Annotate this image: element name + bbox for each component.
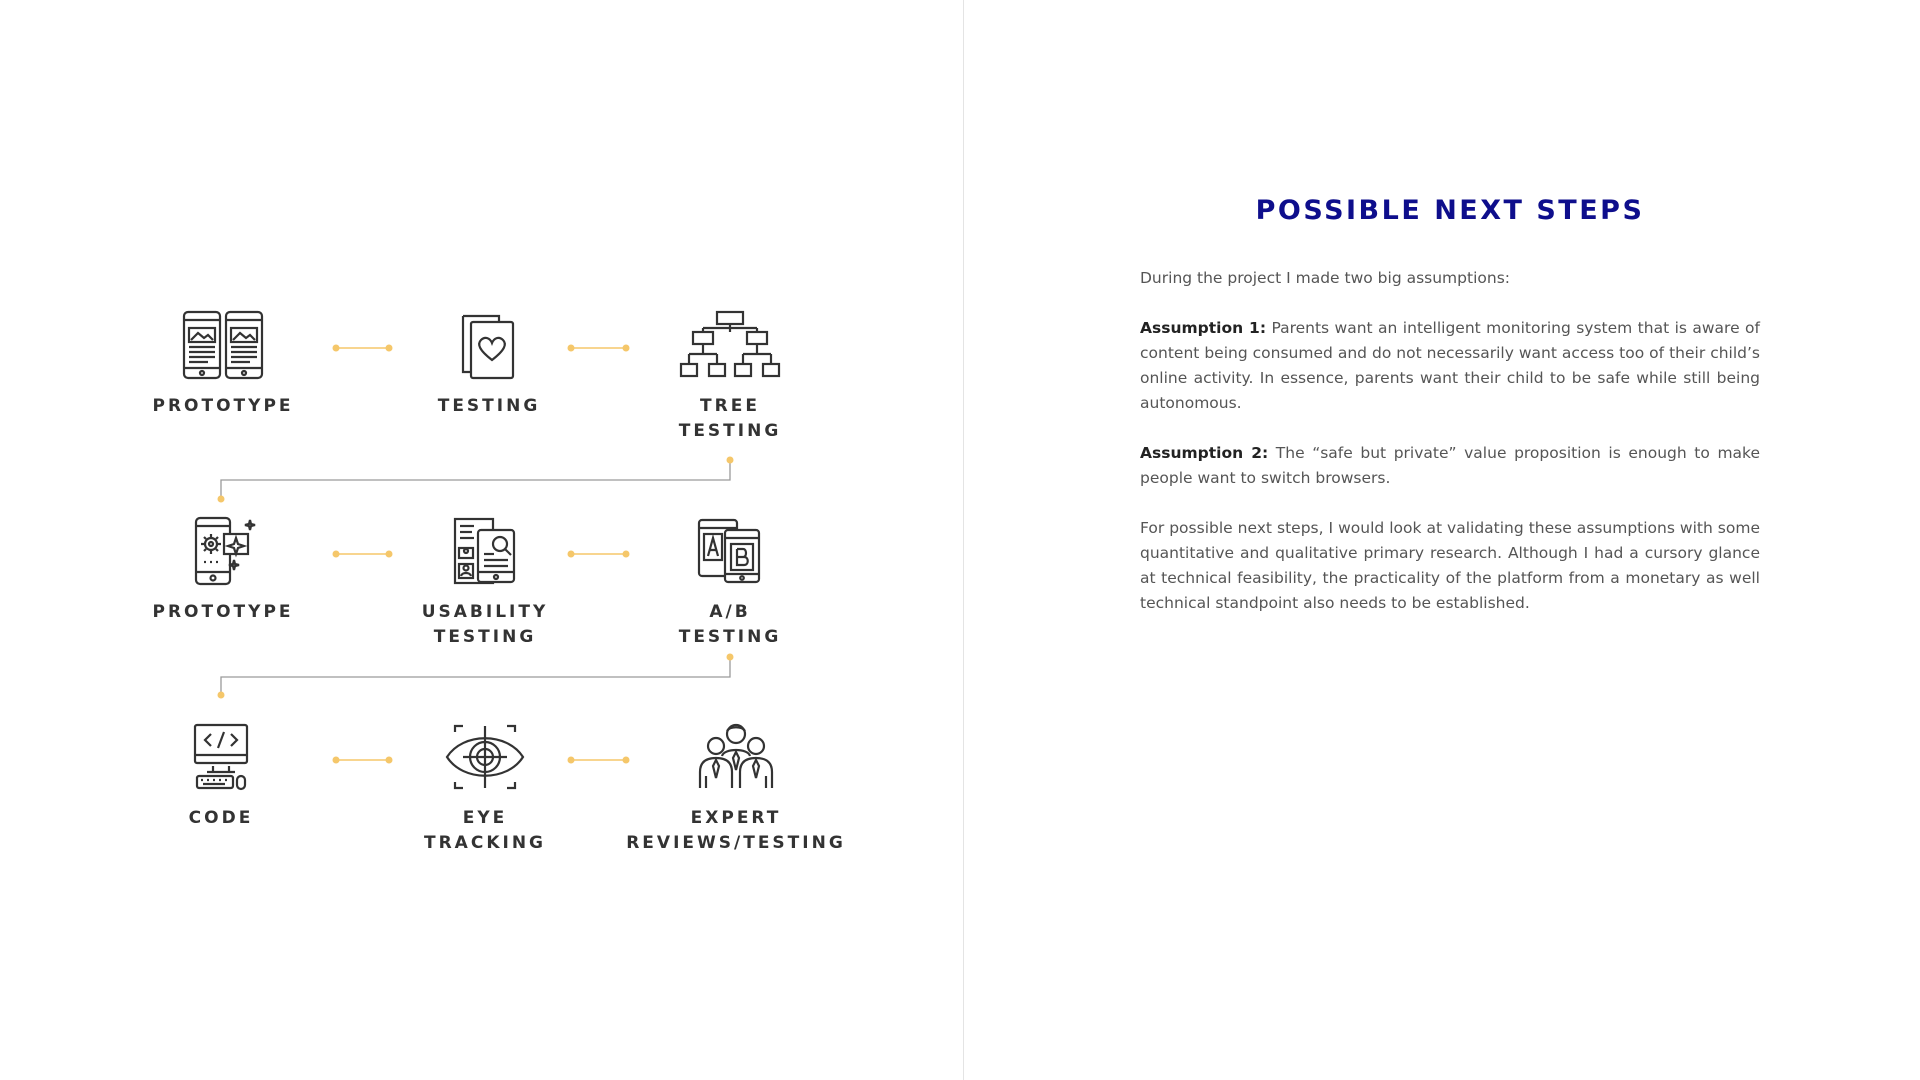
assumption-2-label: Assumption 2: — [1140, 444, 1269, 462]
next-steps-panel — [1140, 195, 1760, 641]
elbow-dot — [727, 654, 734, 661]
assumption-1-label: Assumption 1: — [1140, 319, 1267, 337]
ab-devices-icon — [697, 516, 763, 586]
step-label: TESTING — [437, 396, 541, 416]
step-tree-testing — [620, 310, 840, 444]
assumption-2-paragraph — [1140, 441, 1760, 491]
step-label: A/B TESTING — [678, 602, 782, 647]
mobile-ab-icon — [182, 310, 264, 380]
step-code — [111, 722, 331, 831]
cards-heart-icon — [459, 310, 519, 380]
intro-paragraph: During the project I made two big assumptions: — [1140, 269, 1510, 287]
step-expert-reviews — [626, 722, 846, 856]
step-label: EXPERT REVIEWS/TESTING — [626, 808, 846, 853]
document-user-search-icon — [452, 516, 518, 586]
assumption-1-text: Parents want an intelligent monitoring system that is aware of content being consumed and do not necessarily want access too of their child’s online activity. In essence, parents want their child to be safe while still being autonomous. — [1140, 319, 1760, 412]
step-label: EYE TRACKING — [424, 808, 546, 853]
assumption-1-paragraph — [1140, 316, 1760, 416]
step-testing — [379, 310, 599, 419]
step-label: PROTOTYPE — [152, 602, 294, 622]
row-elbow-connector — [221, 460, 730, 499]
step-eye-tracking — [375, 722, 595, 856]
connector-dot — [333, 345, 340, 352]
connector-dot — [333, 757, 340, 764]
step-ab-testing — [620, 516, 840, 650]
mobile-settings-icon — [188, 516, 258, 586]
closing-paragraph: For possible next steps, I would look at validating these assumptions with some quantitative and qualitative primary research. Although I had a cursory glance at technical feasibility, the practicality of the platform from a monetary as well technical standpoint also needs to be established. — [1140, 519, 1760, 612]
elbow-dot — [218, 692, 225, 699]
step-label: TREE TESTING — [678, 396, 782, 441]
page-title: POSSIBLE NEXT STEPS — [1255, 195, 1645, 226]
step-label: CODE — [188, 808, 254, 828]
step-label: USABILITY TESTING — [421, 602, 549, 647]
eye-target-icon — [445, 722, 525, 792]
step-prototype-1 — [113, 310, 333, 419]
assumption-2-text: The “safe but private” value proposition is enough to make people want to switch browsers. — [1140, 444, 1761, 487]
connector-dot — [333, 551, 340, 558]
elbow-dot — [727, 457, 734, 464]
computer-code-icon — [191, 722, 251, 792]
step-label: PROTOTYPE — [152, 396, 294, 416]
elbow-dot — [218, 496, 225, 503]
row-elbow-connector — [221, 657, 730, 695]
expert-group-icon — [698, 722, 774, 792]
step-usability-testing — [375, 516, 595, 650]
sitemap-tree-icon — [679, 310, 781, 380]
step-prototype-2 — [113, 516, 333, 625]
page-divider — [963, 0, 964, 1080]
